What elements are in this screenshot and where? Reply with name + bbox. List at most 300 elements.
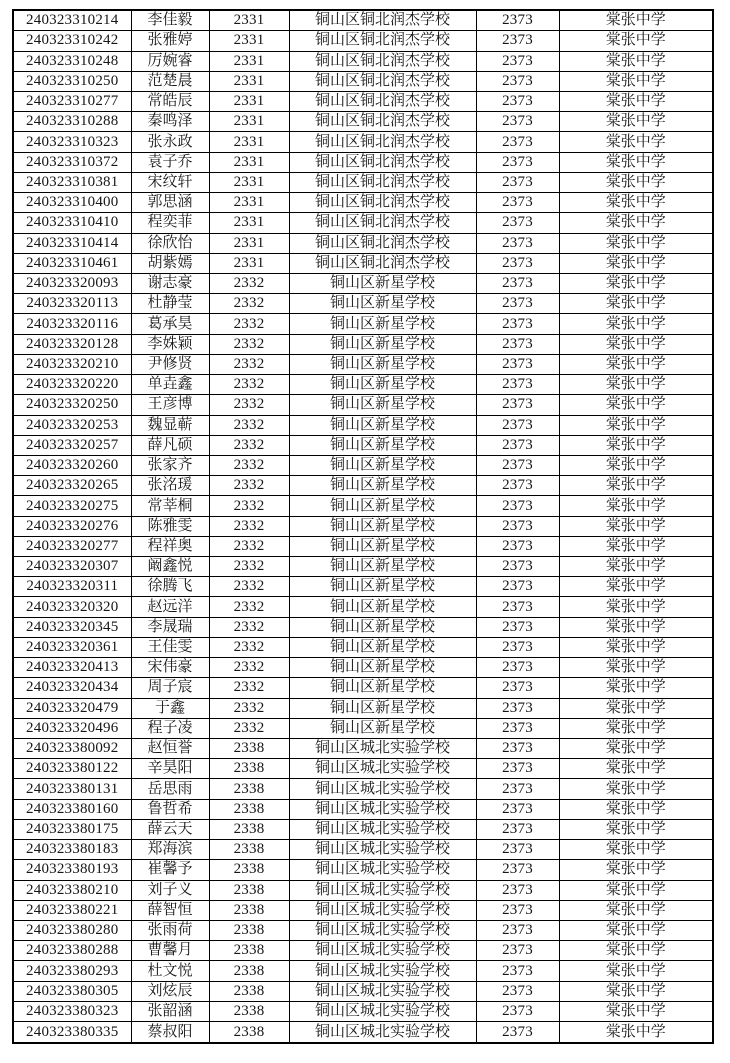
school-name-cell: 铜山区新星学校 (289, 375, 476, 395)
student-name-cell: 常皓辰 (131, 92, 209, 112)
school-code-cell: 2332 (209, 294, 289, 314)
student-name-cell: 薛智恒 (131, 900, 209, 920)
school-code-cell: 2338 (209, 840, 289, 860)
table-row (13, 658, 713, 678)
table-row (13, 354, 713, 374)
registration-number-cell: 240323320250 (13, 395, 131, 415)
admitted-school-code-cell: 2373 (476, 617, 559, 637)
registration-number-cell: 240323380160 (13, 799, 131, 819)
registration-number-cell: 240323320276 (13, 516, 131, 536)
admitted-school-name-cell: 棠张中学 (559, 496, 713, 516)
school-name-cell: 铜山区新星学校 (289, 334, 476, 354)
registration-number-cell: 240323310277 (13, 92, 131, 112)
admitted-school-name-cell: 棠张中学 (559, 31, 713, 51)
student-name-cell: 魏显蕲 (131, 415, 209, 435)
student-name-cell: 薛云天 (131, 819, 209, 839)
student-name-cell: 程奕菲 (131, 213, 209, 233)
registration-number-cell: 240323380210 (13, 880, 131, 900)
registration-number-cell: 240323310323 (13, 132, 131, 152)
admitted-school-code-cell: 2373 (476, 375, 559, 395)
registration-number-cell: 240323380122 (13, 759, 131, 779)
school-code-cell: 2331 (209, 152, 289, 172)
admitted-school-code-cell: 2373 (476, 678, 559, 698)
school-code-cell: 2338 (209, 941, 289, 961)
admitted-school-code-cell: 2373 (476, 1001, 559, 1021)
table-row (13, 415, 713, 435)
school-name-cell: 铜山区新星学校 (289, 698, 476, 718)
admitted-school-name-cell: 棠张中学 (559, 172, 713, 192)
admitted-school-name-cell: 棠张中学 (559, 880, 713, 900)
school-code-cell: 2338 (209, 900, 289, 920)
table-row (13, 496, 713, 516)
table-row (13, 900, 713, 920)
school-name-cell: 铜山区新星学校 (289, 597, 476, 617)
student-name-cell: 刘炫辰 (131, 981, 209, 1001)
school-code-cell: 2332 (209, 536, 289, 556)
registration-number-cell: 240323310250 (13, 71, 131, 91)
admitted-school-name-cell: 棠张中学 (559, 10, 713, 31)
admitted-school-code-cell: 2373 (476, 819, 559, 839)
school-code-cell: 2332 (209, 637, 289, 657)
student-name-cell: 蔡叔阳 (131, 1022, 209, 1043)
student-name-cell: 李佳毅 (131, 10, 209, 31)
admitted-school-name-cell: 棠张中学 (559, 1001, 713, 1021)
student-name-cell: 赵恒誉 (131, 739, 209, 759)
table-row (13, 698, 713, 718)
registration-number-cell: 240323310242 (13, 31, 131, 51)
admitted-school-name-cell: 棠张中学 (559, 536, 713, 556)
admitted-school-code-cell: 2373 (476, 31, 559, 51)
table-row (13, 395, 713, 415)
admitted-school-code-cell: 2373 (476, 637, 559, 657)
school-code-cell: 2332 (209, 557, 289, 577)
school-name-cell: 铜山区城北实验学校 (289, 941, 476, 961)
admitted-school-code-cell: 2373 (476, 233, 559, 253)
school-name-cell: 铜山区新星学校 (289, 637, 476, 657)
registration-number-cell: 240323320210 (13, 354, 131, 374)
school-name-cell: 铜山区城北实验学校 (289, 739, 476, 759)
admitted-school-name-cell: 棠张中学 (559, 435, 713, 455)
admitted-school-name-cell: 棠张中学 (559, 658, 713, 678)
school-name-cell: 铜山区新星学校 (289, 658, 476, 678)
admitted-school-name-cell: 棠张中学 (559, 739, 713, 759)
student-name-cell: 宋伟豪 (131, 658, 209, 678)
table-row (13, 617, 713, 637)
school-name-cell: 铜山区铜北润杰学校 (289, 152, 476, 172)
table-row (13, 455, 713, 475)
admitted-school-name-cell: 棠张中学 (559, 577, 713, 597)
school-name-cell: 铜山区铜北润杰学校 (289, 253, 476, 273)
school-name-cell: 铜山区城北实验学校 (289, 819, 476, 839)
school-code-cell: 2331 (209, 213, 289, 233)
school-code-cell: 2332 (209, 577, 289, 597)
school-name-cell: 铜山区新星学校 (289, 557, 476, 577)
registration-number-cell: 240323320220 (13, 375, 131, 395)
registration-number-cell: 240323320345 (13, 617, 131, 637)
registration-number-cell: 240323320434 (13, 678, 131, 698)
student-name-cell: 谢志豪 (131, 273, 209, 293)
registration-number-cell: 240323380092 (13, 739, 131, 759)
student-name-cell: 崔馨予 (131, 860, 209, 880)
school-code-cell: 2338 (209, 819, 289, 839)
admitted-school-name-cell: 棠张中学 (559, 759, 713, 779)
admitted-school-name-cell: 棠张中学 (559, 819, 713, 839)
admitted-school-code-cell: 2373 (476, 435, 559, 455)
school-name-cell: 铜山区铜北润杰学校 (289, 132, 476, 152)
school-code-cell: 2338 (209, 981, 289, 1001)
admitted-school-code-cell: 2373 (476, 172, 559, 192)
admitted-school-code-cell: 2373 (476, 152, 559, 172)
school-code-cell: 2338 (209, 779, 289, 799)
school-name-cell: 铜山区新星学校 (289, 314, 476, 334)
admitted-school-code-cell: 2373 (476, 496, 559, 516)
registration-number-cell: 240323380175 (13, 819, 131, 839)
student-name-cell: 秦鸣泽 (131, 112, 209, 132)
table-row (13, 799, 713, 819)
registration-number-cell: 240323310410 (13, 213, 131, 233)
table-row (13, 132, 713, 152)
admitted-school-code-cell: 2373 (476, 799, 559, 819)
table-row (13, 112, 713, 132)
admitted-school-name-cell: 棠张中学 (559, 920, 713, 940)
student-name-cell: 郑海滨 (131, 840, 209, 860)
school-name-cell: 铜山区城北实验学校 (289, 1001, 476, 1021)
table-row (13, 739, 713, 759)
student-name-cell: 常莘桐 (131, 496, 209, 516)
registration-number-cell: 240323320307 (13, 557, 131, 577)
registration-number-cell: 240323320496 (13, 718, 131, 738)
school-name-cell: 铜山区城北实验学校 (289, 799, 476, 819)
school-name-cell: 铜山区铜北润杰学校 (289, 213, 476, 233)
admitted-school-code-cell: 2373 (476, 314, 559, 334)
admitted-school-code-cell: 2373 (476, 840, 559, 860)
admitted-school-name-cell: 棠张中学 (559, 415, 713, 435)
school-name-cell: 铜山区城北实验学校 (289, 860, 476, 880)
registration-number-cell: 240323320260 (13, 455, 131, 475)
registration-number-cell: 240323380193 (13, 860, 131, 880)
admitted-school-code-cell: 2373 (476, 577, 559, 597)
admitted-school-name-cell: 棠张中学 (559, 678, 713, 698)
school-name-cell: 铜山区新星学校 (289, 617, 476, 637)
table-row (13, 314, 713, 334)
registration-number-cell: 240323380280 (13, 920, 131, 940)
student-name-cell: 辛昊阳 (131, 759, 209, 779)
admitted-school-code-cell: 2373 (476, 132, 559, 152)
registration-number-cell: 240323310248 (13, 51, 131, 71)
admitted-school-code-cell: 2373 (476, 698, 559, 718)
school-name-cell: 铜山区城北实验学校 (289, 900, 476, 920)
student-name-cell: 张雅婷 (131, 31, 209, 51)
admitted-school-name-cell: 棠张中学 (559, 375, 713, 395)
school-code-cell: 2332 (209, 698, 289, 718)
admitted-school-code-cell: 2373 (476, 658, 559, 678)
admitted-school-code-cell: 2373 (476, 253, 559, 273)
table-row (13, 253, 713, 273)
student-name-cell: 薛凡硕 (131, 435, 209, 455)
admitted-school-code-cell: 2373 (476, 395, 559, 415)
school-name-cell: 铜山区新星学校 (289, 496, 476, 516)
student-name-cell: 葛承昊 (131, 314, 209, 334)
table-row (13, 880, 713, 900)
student-name-cell: 徐欣怡 (131, 233, 209, 253)
admitted-school-code-cell: 2373 (476, 92, 559, 112)
school-code-cell: 2338 (209, 961, 289, 981)
registration-number-cell: 240323380323 (13, 1001, 131, 1021)
school-name-cell: 铜山区城北实验学校 (289, 840, 476, 860)
student-name-cell: 李姝颖 (131, 334, 209, 354)
registration-number-cell: 240323320275 (13, 496, 131, 516)
table-row (13, 51, 713, 71)
registration-number-cell: 240323320311 (13, 577, 131, 597)
school-code-cell: 2332 (209, 678, 289, 698)
admitted-school-name-cell: 棠张中学 (559, 516, 713, 536)
school-code-cell: 2338 (209, 739, 289, 759)
school-code-cell: 2338 (209, 860, 289, 880)
admitted-school-code-cell: 2373 (476, 739, 559, 759)
admitted-school-code-cell: 2373 (476, 415, 559, 435)
admitted-school-name-cell: 棠张中学 (559, 981, 713, 1001)
table-row (13, 375, 713, 395)
admitted-school-name-cell: 棠张中学 (559, 112, 713, 132)
admitted-school-name-cell: 棠张中学 (559, 395, 713, 415)
school-code-cell: 2332 (209, 375, 289, 395)
school-code-cell: 2332 (209, 516, 289, 536)
student-name-cell: 范楚晨 (131, 71, 209, 91)
school-name-cell: 铜山区铜北润杰学校 (289, 10, 476, 31)
admitted-school-code-cell: 2373 (476, 557, 559, 577)
school-code-cell: 2331 (209, 233, 289, 253)
school-code-cell: 2332 (209, 476, 289, 496)
admitted-school-code-cell: 2373 (476, 476, 559, 496)
student-name-cell: 周子宸 (131, 678, 209, 698)
school-name-cell: 铜山区铜北润杰学校 (289, 193, 476, 213)
school-code-cell: 2331 (209, 51, 289, 71)
admitted-school-code-cell: 2373 (476, 273, 559, 293)
admitted-school-code-cell: 2373 (476, 354, 559, 374)
registration-number-cell: 240323380131 (13, 779, 131, 799)
admitted-school-code-cell: 2373 (476, 334, 559, 354)
admitted-school-name-cell: 棠张中学 (559, 152, 713, 172)
registration-number-cell: 240323320320 (13, 597, 131, 617)
table-row (13, 435, 713, 455)
school-code-cell: 2332 (209, 455, 289, 475)
table-row (13, 172, 713, 192)
table-row (13, 71, 713, 91)
registration-number-cell: 240323380221 (13, 900, 131, 920)
registration-number-cell: 240323320265 (13, 476, 131, 496)
student-name-cell: 尹修贤 (131, 354, 209, 374)
admitted-school-code-cell: 2373 (476, 880, 559, 900)
school-code-cell: 2338 (209, 920, 289, 940)
school-code-cell: 2338 (209, 1001, 289, 1021)
admitted-school-name-cell: 棠张中学 (559, 273, 713, 293)
admitted-school-name-cell: 棠张中学 (559, 314, 713, 334)
admitted-school-name-cell: 棠张中学 (559, 698, 713, 718)
admitted-school-code-cell: 2373 (476, 900, 559, 920)
school-name-cell: 铜山区新星学校 (289, 516, 476, 536)
school-name-cell: 铜山区新星学校 (289, 455, 476, 475)
registration-number-cell: 240323380293 (13, 961, 131, 981)
admitted-school-code-cell: 2373 (476, 536, 559, 556)
student-name-cell: 胡紫嫣 (131, 253, 209, 273)
admitted-school-name-cell: 棠张中学 (559, 941, 713, 961)
school-name-cell: 铜山区新星学校 (289, 294, 476, 314)
school-name-cell: 铜山区城北实验学校 (289, 981, 476, 1001)
table-row (13, 1001, 713, 1021)
school-name-cell: 铜山区新星学校 (289, 395, 476, 415)
table-row (13, 334, 713, 354)
registration-number-cell: 240323320113 (13, 294, 131, 314)
student-name-cell: 郭思涵 (131, 193, 209, 213)
admitted-school-code-cell: 2373 (476, 860, 559, 880)
school-name-cell: 铜山区新星学校 (289, 577, 476, 597)
school-name-cell: 铜山区新星学校 (289, 354, 476, 374)
school-code-cell: 2338 (209, 1022, 289, 1043)
admitted-school-code-cell: 2373 (476, 759, 559, 779)
table-row (13, 718, 713, 738)
school-code-cell: 2331 (209, 253, 289, 273)
school-name-cell: 铜山区铜北润杰学校 (289, 51, 476, 71)
student-name-cell: 袁子乔 (131, 152, 209, 172)
admitted-school-name-cell: 棠张中学 (559, 354, 713, 374)
table-row (13, 981, 713, 1001)
admitted-school-name-cell: 棠张中学 (559, 597, 713, 617)
school-code-cell: 2338 (209, 759, 289, 779)
student-name-cell: 于鑫 (131, 698, 209, 718)
admitted-school-name-cell: 棠张中学 (559, 557, 713, 577)
table-row (13, 860, 713, 880)
student-name-cell: 张雨荷 (131, 920, 209, 940)
admitted-school-code-cell: 2373 (476, 51, 559, 71)
student-name-cell: 程祥奥 (131, 536, 209, 556)
admitted-school-name-cell: 棠张中学 (559, 71, 713, 91)
admission-table-body (13, 10, 713, 1043)
school-name-cell: 铜山区铜北润杰学校 (289, 172, 476, 192)
student-name-cell: 程子凌 (131, 718, 209, 738)
school-code-cell: 2331 (209, 10, 289, 31)
registration-number-cell: 240323310381 (13, 172, 131, 192)
school-name-cell: 铜山区新星学校 (289, 273, 476, 293)
school-name-cell: 铜山区城北实验学校 (289, 920, 476, 940)
student-name-cell: 赵远洋 (131, 597, 209, 617)
school-code-cell: 2331 (209, 92, 289, 112)
student-name-cell: 宋纹轩 (131, 172, 209, 192)
student-name-cell: 杜文悦 (131, 961, 209, 981)
student-name-cell: 岳思雨 (131, 779, 209, 799)
admission-roster-table (12, 9, 714, 1044)
student-name-cell: 王佳雯 (131, 637, 209, 657)
admitted-school-name-cell: 棠张中学 (559, 51, 713, 71)
student-name-cell: 张家齐 (131, 455, 209, 475)
admitted-school-name-cell: 棠张中学 (559, 455, 713, 475)
admitted-school-name-cell: 棠张中学 (559, 334, 713, 354)
admitted-school-code-cell: 2373 (476, 718, 559, 738)
table-row (13, 152, 713, 172)
student-name-cell: 张韶涵 (131, 1001, 209, 1021)
admitted-school-code-cell: 2373 (476, 71, 559, 91)
school-code-cell: 2332 (209, 415, 289, 435)
table-row (13, 31, 713, 51)
school-name-cell: 铜山区铜北润杰学校 (289, 92, 476, 112)
student-name-cell: 鲁哲希 (131, 799, 209, 819)
student-name-cell: 厉婉睿 (131, 51, 209, 71)
table-row (13, 294, 713, 314)
table-row (13, 637, 713, 657)
admitted-school-name-cell: 棠张中学 (559, 637, 713, 657)
student-name-cell: 王彦博 (131, 395, 209, 415)
table-row (13, 536, 713, 556)
registration-number-cell: 240323380335 (13, 1022, 131, 1043)
admitted-school-code-cell: 2373 (476, 1022, 559, 1043)
table-row (13, 819, 713, 839)
school-name-cell: 铜山区铜北润杰学校 (289, 31, 476, 51)
admitted-school-code-cell: 2373 (476, 779, 559, 799)
school-name-cell: 铜山区新星学校 (289, 718, 476, 738)
registration-number-cell: 240323320413 (13, 658, 131, 678)
student-name-cell: 杜静莹 (131, 294, 209, 314)
registration-number-cell: 240323310372 (13, 152, 131, 172)
admitted-school-name-cell: 棠张中学 (559, 779, 713, 799)
admitted-school-code-cell: 2373 (476, 941, 559, 961)
table-row (13, 779, 713, 799)
admitted-school-name-cell: 棠张中学 (559, 1022, 713, 1043)
admitted-school-code-cell: 2373 (476, 597, 559, 617)
table-row (13, 273, 713, 293)
school-name-cell: 铜山区新星学校 (289, 435, 476, 455)
admitted-school-name-cell: 棠张中学 (559, 92, 713, 112)
admitted-school-code-cell: 2373 (476, 981, 559, 1001)
school-code-cell: 2331 (209, 112, 289, 132)
table-row (13, 92, 713, 112)
student-name-cell: 阚鑫悦 (131, 557, 209, 577)
table-row (13, 1022, 713, 1043)
school-name-cell: 铜山区新星学校 (289, 476, 476, 496)
admitted-school-code-cell: 2373 (476, 455, 559, 475)
school-name-cell: 铜山区新星学校 (289, 678, 476, 698)
admitted-school-name-cell: 棠张中学 (559, 617, 713, 637)
admitted-school-name-cell: 棠张中学 (559, 193, 713, 213)
school-name-cell: 铜山区城北实验学校 (289, 1022, 476, 1043)
registration-number-cell: 240323380288 (13, 941, 131, 961)
admitted-school-code-cell: 2373 (476, 193, 559, 213)
table-row (13, 213, 713, 233)
registration-number-cell: 240323320093 (13, 273, 131, 293)
registration-number-cell: 240323380305 (13, 981, 131, 1001)
school-name-cell: 铜山区城北实验学校 (289, 880, 476, 900)
table-row (13, 678, 713, 698)
school-code-cell: 2332 (209, 354, 289, 374)
student-name-cell: 刘子义 (131, 880, 209, 900)
school-code-cell: 2332 (209, 395, 289, 415)
student-name-cell: 张洺瑗 (131, 476, 209, 496)
school-name-cell: 铜山区城北实验学校 (289, 961, 476, 981)
admitted-school-code-cell: 2373 (476, 213, 559, 233)
admitted-school-code-cell: 2373 (476, 920, 559, 940)
registration-number-cell: 240323320361 (13, 637, 131, 657)
registration-number-cell: 240323320277 (13, 536, 131, 556)
school-code-cell: 2332 (209, 314, 289, 334)
school-name-cell: 铜山区铜北润杰学校 (289, 233, 476, 253)
registration-number-cell: 240323310461 (13, 253, 131, 273)
admitted-school-code-cell: 2373 (476, 294, 559, 314)
registration-number-cell: 240323320128 (13, 334, 131, 354)
school-code-cell: 2332 (209, 435, 289, 455)
school-name-cell: 铜山区铜北润杰学校 (289, 71, 476, 91)
registration-number-cell: 240323310288 (13, 112, 131, 132)
school-name-cell: 铜山区城北实验学校 (289, 759, 476, 779)
admitted-school-name-cell: 棠张中学 (559, 961, 713, 981)
admitted-school-name-cell: 棠张中学 (559, 132, 713, 152)
